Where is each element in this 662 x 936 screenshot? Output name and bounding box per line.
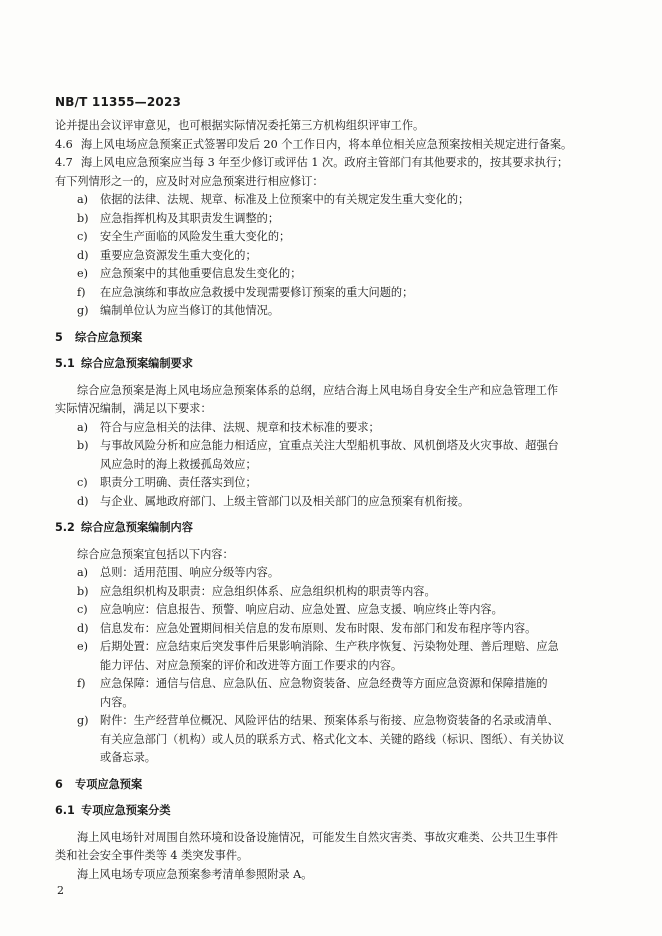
list-item-text-continuation: 能力评估、对应急预案的评价和改进等方面工作要求的内容。 [100, 658, 403, 672]
list-marker: b) [77, 439, 89, 452]
list-item-text: 应急组织机构及职责：应急组织体系、应急组织机构的职责等内容。 [100, 584, 436, 598]
continuation-text: 论并提出会议评审意见，也可根据实际情况委托第三方机构组织评审工作。 [55, 119, 425, 132]
list-item-text: 总则：适用范围、响应分级等内容。 [100, 566, 280, 579]
paragraph: 综合应急预案宜包括以下内容： [77, 547, 234, 561]
list-marker: f) [77, 677, 86, 690]
paragraph: 综合应急预案是海上风电场应急预案体系的总纲，应结合海上风电场自身安全生产和应急管理工作 [77, 383, 559, 397]
paragraph: 海上风电场专项应急预案参考清单参照附录 A。 [77, 867, 313, 881]
section-heading-6-1 [55, 802, 610, 821]
list-item-text-continuation: 内容。 [100, 695, 134, 709]
list-item [55, 228, 610, 247]
list-item-text: 编制单位认为应当修订的其他情况。 [100, 304, 280, 317]
section-heading-6 [55, 776, 610, 795]
list-item [55, 712, 610, 768]
section-heading-5 [55, 329, 610, 348]
list-item-text: 重要应急资源发生重大变化的； [100, 248, 257, 262]
list-item [55, 583, 610, 602]
section-title: 综合应急预案编制要求 [81, 357, 193, 370]
list-item-text: 后期处置：应急结束后突发事件后果影响消除、生产秩序恢复、污染物处理、善后理赔、应急 [100, 640, 559, 653]
section-number: 5.1 [55, 357, 75, 370]
page-body [55, 117, 610, 884]
list-marker: f) [77, 285, 86, 299]
paragraph: 海上风电场针对周围自然环境和设备设施情况，可能发生自然灾害类、事故灾难类、公共卫生事件 [77, 830, 559, 844]
list-marker: d) [77, 621, 89, 635]
list-item [55, 638, 610, 675]
list-item [55, 493, 610, 512]
list-marker: c) [77, 603, 88, 616]
section-heading-5-1 [55, 355, 610, 374]
list-item [55, 675, 610, 712]
clause-number: 4.7 [55, 156, 73, 169]
section-number: 6.1 [55, 804, 75, 817]
list-item [55, 474, 610, 493]
list-item [55, 564, 610, 583]
section-title: 综合应急预案编制内容 [81, 521, 193, 534]
list-marker: d) [77, 248, 89, 262]
list-item [55, 302, 610, 321]
list-item-text: 应急响应：信息报告、预警、响应启动、应急处置、应急支援、响应终止等内容。 [100, 603, 503, 616]
list-item-text: 在应急演练和事故应急救援中发现需要修订预案的重大问题的； [100, 285, 414, 299]
section-number: 5.2 [55, 521, 75, 534]
list-item [55, 620, 610, 639]
list-marker: g) [77, 304, 89, 317]
list-marker: a) [77, 193, 89, 206]
list-item-text: 安全生产面临的风险发生重大变化的； [100, 230, 291, 243]
list-item-text: 与事故风险分析和应急能力相适应，宜重点关注大型船机事故、风机倒塔及火灾事故、超强台 [100, 439, 559, 452]
list-marker: g) [77, 714, 89, 727]
list-item-text: 应急保障：通信与信息、应急队伍、应急物资装备、应急经费等方面应急资源和保障措施的 [100, 677, 548, 690]
standard-code-header: NB/T 11355—2023 [55, 95, 182, 109]
list-marker: c) [77, 230, 88, 243]
list-item [55, 265, 610, 284]
list-item-text-continuation: 有关应急部门（机构）或人员的联系方式、格式化文本、关键的路线（标识、图纸）、有关协议 [100, 732, 565, 746]
list-item-text: 信息发布：应急处置期间相关信息的发布原则、发布时限、发布部门和发布程序等内容。 [100, 621, 537, 635]
section-title: 专项应急预案分类 [81, 804, 171, 817]
list-marker: c) [77, 476, 88, 489]
list-item-text: 应急预案中的其他重要信息发生变化的； [100, 267, 302, 280]
list-marker: e) [77, 640, 88, 653]
list-item-text-continuation: 或备忘录。 [100, 751, 156, 764]
list-item-text: 符合与应急相关的法律、法规、规章和技术标准的要求； [100, 420, 380, 434]
list-item [55, 419, 610, 438]
list-marker: b) [77, 584, 89, 598]
clause-4-7-continuation: 有下列情形之一的，应及时对应急预案进行相应修订： [55, 174, 324, 188]
list-marker: b) [77, 211, 89, 225]
list-item [55, 210, 610, 229]
list-marker: e) [77, 267, 88, 280]
list-item [55, 437, 610, 474]
paragraph-continuation: 类和社会安全事件类等 4 类突发事件。 [55, 849, 249, 862]
clause-4-6 [55, 136, 610, 155]
list-item-text: 附件：生产经营单位概况、风险评估的结果、预案体系与衔接、应急物资装备的名录或清单、 [100, 714, 559, 727]
section-number: 5 [55, 330, 63, 344]
clause-text: 海上风电应急预案应当每 3 年至少修订或评估 1 次。政府主管部门有其他要求的，按其要求执行； [81, 156, 569, 169]
list-item [55, 601, 610, 620]
list-item-text: 依据的法律、法规、规章、标准及上位预案中的有关规定发生重大变化的； [100, 193, 470, 206]
clause-4-7 [55, 154, 610, 173]
list-marker: a) [77, 420, 89, 434]
list-item [55, 247, 610, 266]
list-marker: d) [77, 494, 89, 508]
paragraph-continuation: 实际情况编制，满足以下要求： [55, 402, 212, 415]
section-title: 专项应急预案 [75, 777, 143, 791]
section-title: 综合应急预案 [75, 330, 143, 344]
list-item [55, 284, 610, 303]
section-number: 6 [55, 777, 63, 791]
section-heading-5-2 [55, 519, 610, 538]
clause-text: 海上风电场应急预案正式签署印发后 20 个工作日内，将本单位相关应急预案按相关规定进行备案。 [81, 137, 573, 151]
page-number: 2 [57, 884, 64, 897]
list-item-text-continuation: 风应急时的海上救援孤岛效应； [100, 457, 257, 471]
list-item-text: 与企业、属地政府部门、上级主管部门以及相关部门的应急预案有机衔接。 [100, 494, 470, 508]
list-item [55, 191, 610, 210]
list-item-text: 应急指挥机构及其职责发生调整的； [100, 211, 280, 225]
list-item-text: 职责分工明确、责任落实到位； [100, 476, 257, 489]
list-marker: a) [77, 566, 89, 579]
clause-number: 4.6 [55, 137, 73, 151]
